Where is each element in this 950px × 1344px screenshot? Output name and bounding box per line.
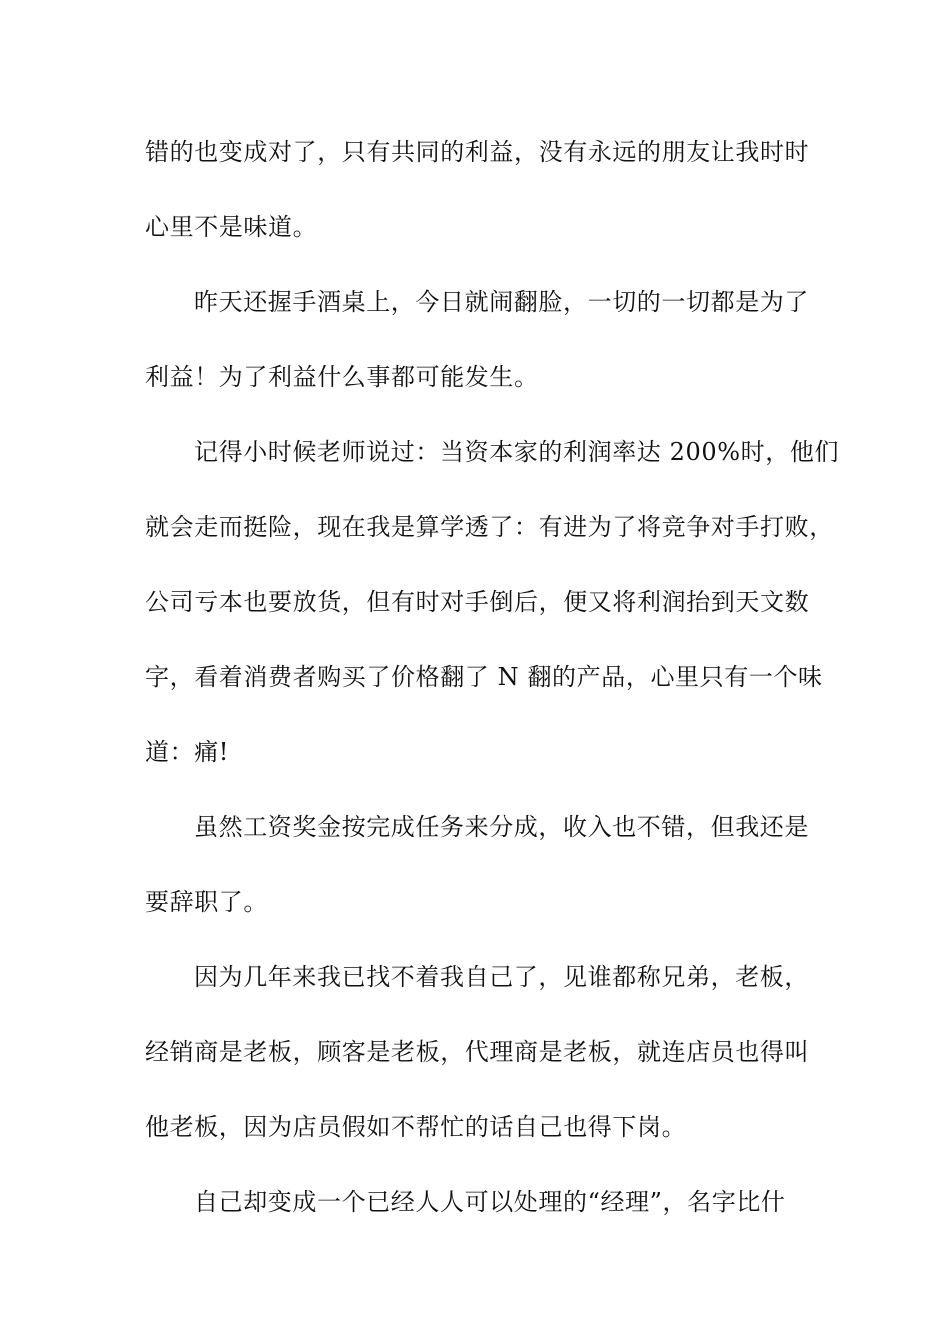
text-line: 心里不是味道。 (145, 213, 318, 241)
paragraph-start-line: 自己却变成一个已经人人可以处理的“经理”，名字比什 (194, 1188, 786, 1216)
paragraph-start-line: 记得小时候老师说过：当资本家的利润率达 200%时，他们 (194, 438, 840, 466)
text-line: 经销商是老板，顾客是老板，代理商是老板，就连店员也得叫 (145, 1038, 810, 1066)
text-line: 他老板，因为店员假如不帮忙的话自己也得下岗。 (145, 1113, 687, 1141)
text-line: 就会走而挺险，现在我是算学透了：有进为了将竞争对手打败， (145, 513, 834, 541)
text-line: 错的也变成对了，只有共同的利益，没有永远的朋友让我时时 (145, 138, 810, 166)
text-line: 要辞职了。 (145, 888, 268, 916)
text-line: 公司亏本也要放货，但有时对手倒后，便又将利润抬到天文数 (145, 588, 810, 616)
text-line: 字，看着消费者购买了价格翻了 N 翻的产品，心里只有一个味 (145, 663, 823, 691)
text-line: 利益！为了利益什么事都可能发生。 (145, 363, 539, 391)
paragraph-start-line: 因为几年来我已找不着我自己了，见谁都称兄弟，老板， (194, 963, 809, 991)
paragraph-start-line: 昨天还握手酒桌上，今日就闹翻脸，一切的一切都是为了 (194, 288, 809, 316)
paragraph-start-line: 虽然工资奖金按完成任务来分成，收入也不错，但我还是 (194, 813, 809, 841)
text-line: 道：痛! (145, 738, 230, 766)
